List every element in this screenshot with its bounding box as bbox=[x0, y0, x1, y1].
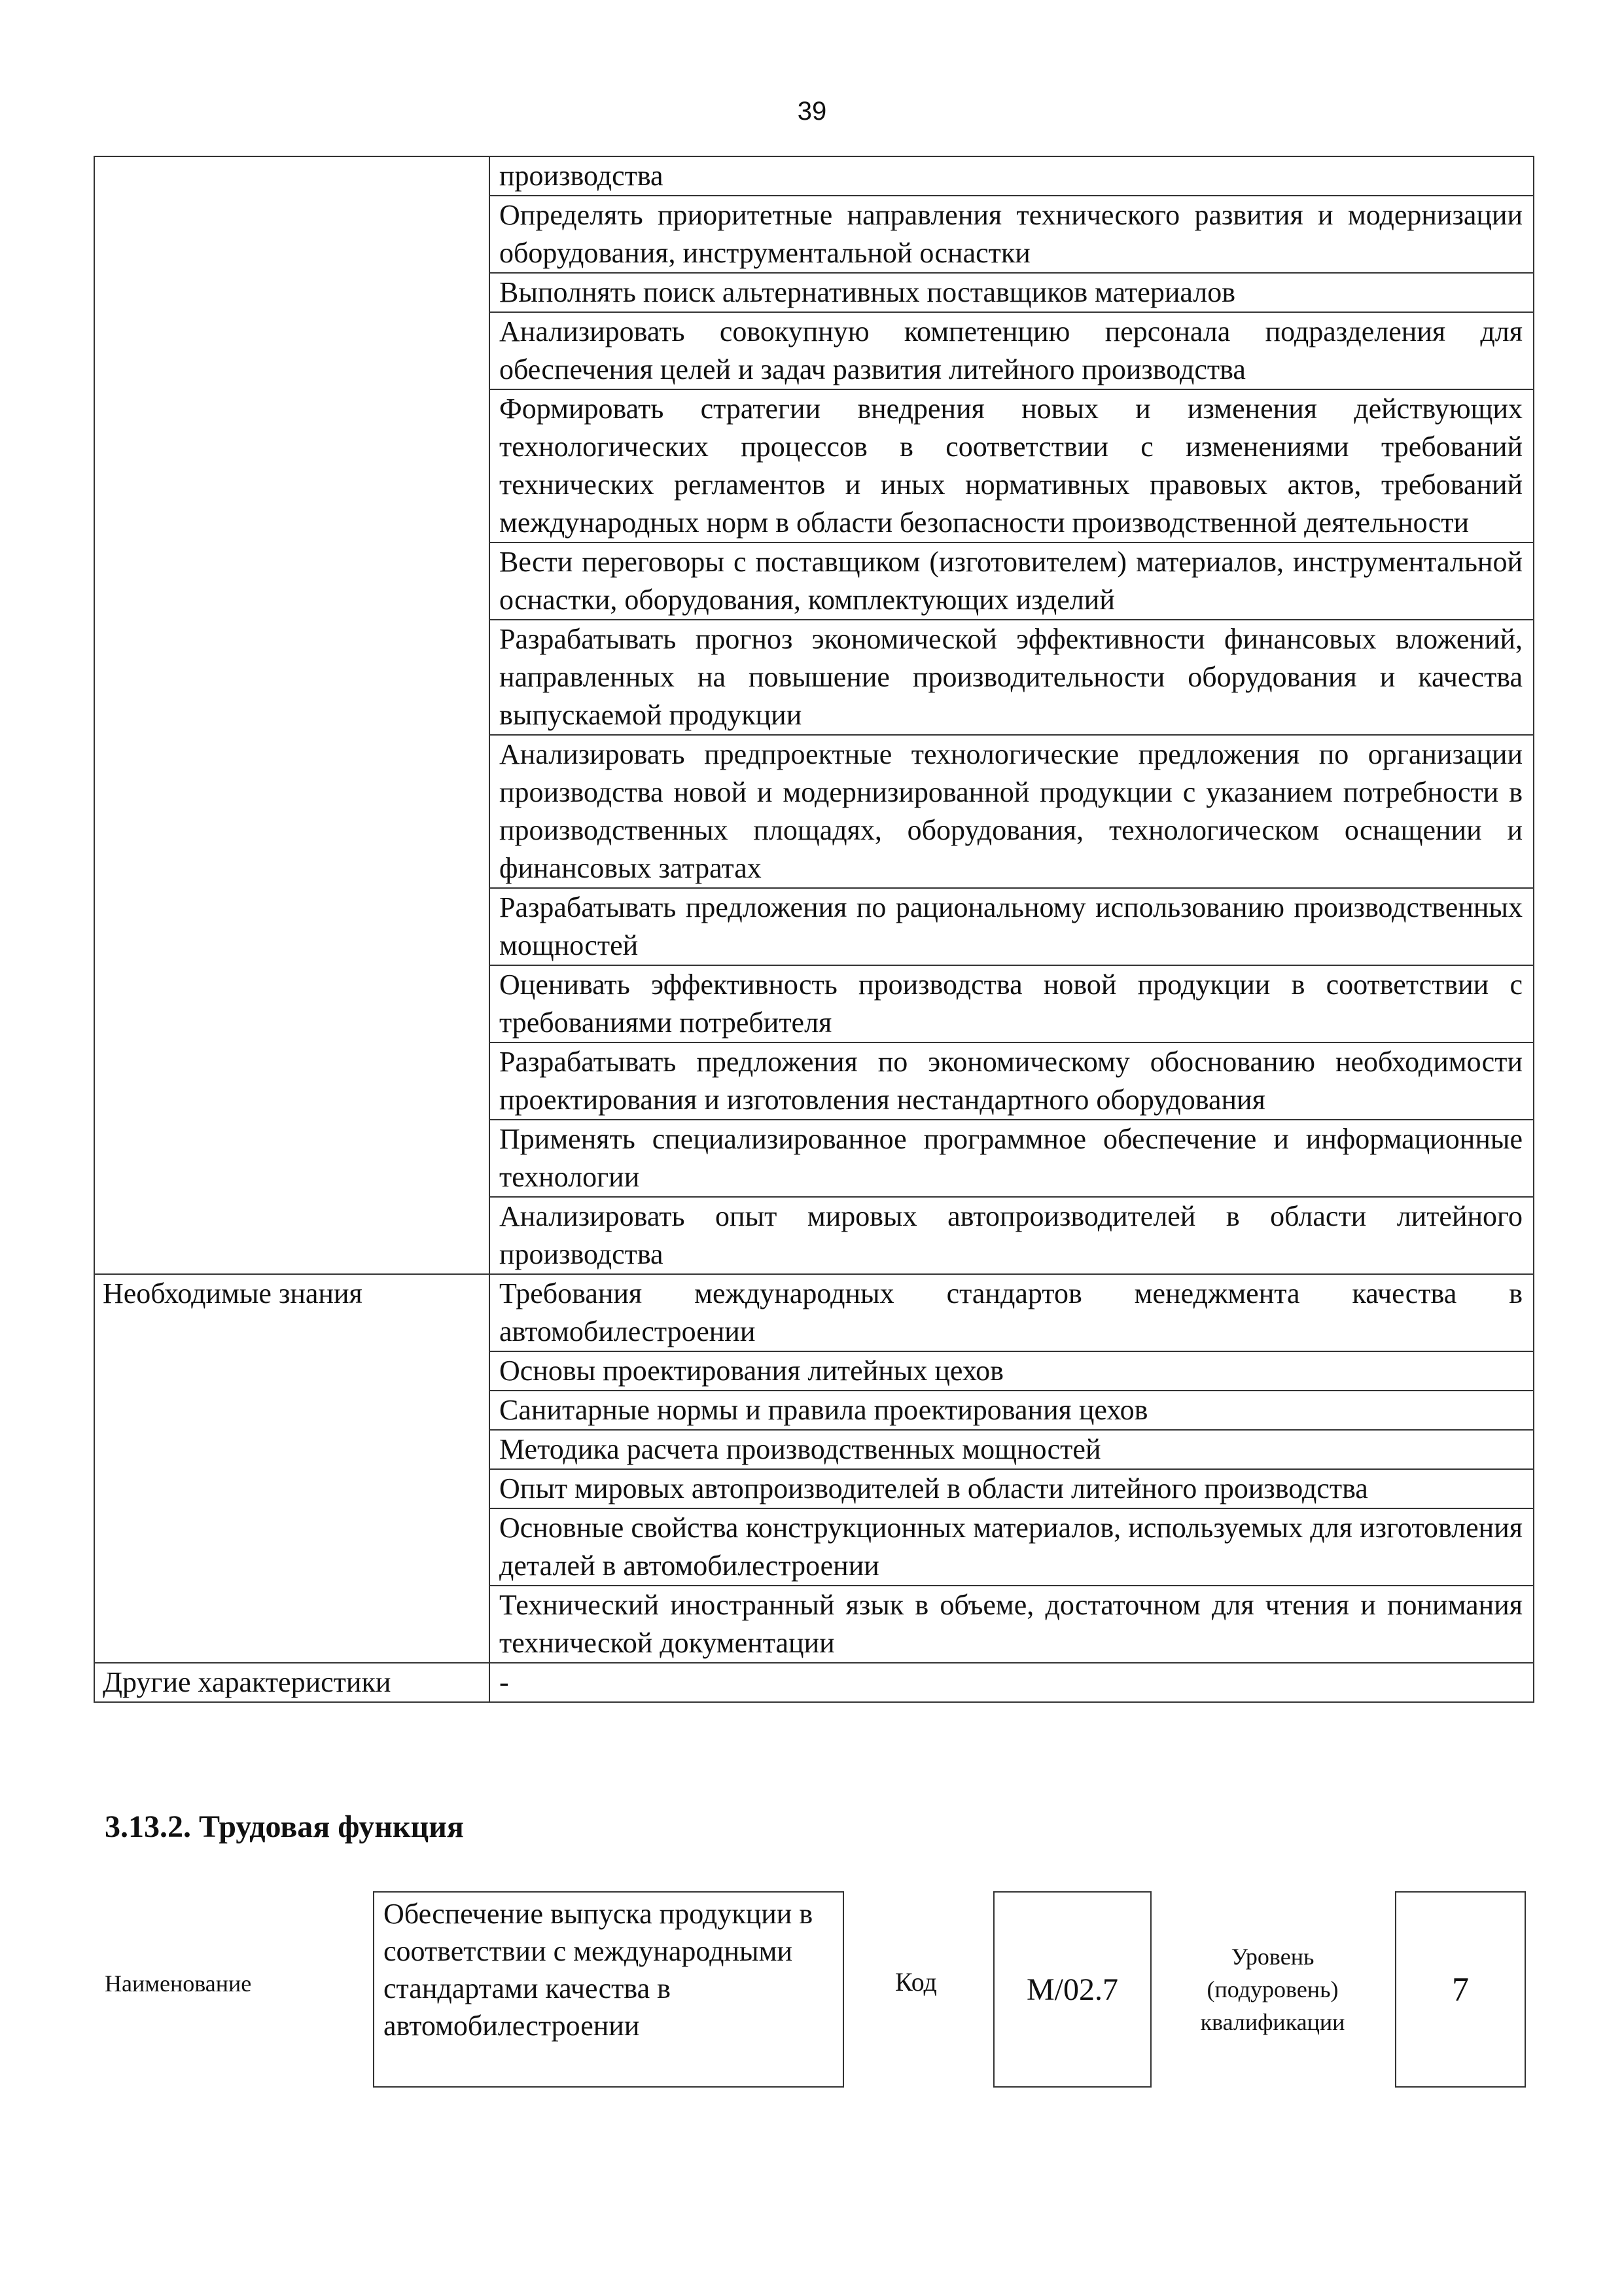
table-row bbox=[94, 156, 1534, 196]
row-content-cell: Санитарные нормы и правила проектирования цехов bbox=[489, 1391, 1534, 1430]
table-row bbox=[94, 1663, 1534, 1702]
level-label: Уровень (подуровень) квалификации bbox=[1200, 1944, 1345, 2035]
row-content-cell: производства bbox=[489, 156, 1534, 196]
row-content-cell: Разрабатывать прогноз экономической эффективности финансовых вложений, направленных на повышение производительности оборудования и качества выпускаемой продукции bbox=[489, 620, 1534, 735]
row-content-cell: Разрабатывать предложения по рациональному использованию производственных мощностей bbox=[489, 888, 1534, 965]
code-value: M/02.7 bbox=[1026, 1972, 1118, 2007]
row-category-cell bbox=[94, 156, 489, 1274]
row-content-cell: Определять приоритетные направления технического развития и модернизации оборудования, инструментальной оснастки bbox=[489, 196, 1534, 273]
row-content-cell: Анализировать предпроектные технологические предложения по организации производства новой и модернизированной продукции с указанием потребности в производственных площадях, оборудования, технологическом оснащении и финансовых затратах bbox=[489, 735, 1534, 888]
name-label: Наименование bbox=[105, 1970, 252, 1997]
row-content-cell: Разрабатывать предложения по экономическому обоснованию необходимости проектирования и изготовления нестандартного оборудования bbox=[489, 1042, 1534, 1120]
name-value: Обеспечение выпуска продукции в соответствии с международными стандартами качества в автомобилестроении bbox=[383, 1898, 813, 2042]
row-content-cell: Оценивать эффективность производства новой продукции в соответствии с требованиями потребителя bbox=[489, 965, 1534, 1042]
row-content-cell: Требования международных стандартов менеджмента качества в автомобилестроении bbox=[489, 1274, 1534, 1351]
code-label: Код bbox=[895, 1967, 937, 1997]
code-value-box bbox=[993, 1891, 1152, 2088]
requirements-table bbox=[94, 156, 1534, 1703]
row-content-cell: Выполнять поиск альтернативных поставщиков материалов bbox=[489, 273, 1534, 312]
row-content-cell: Опыт мировых автопроизводителей в области литейного производства bbox=[489, 1469, 1534, 1508]
row-category-cell: Другие характеристики bbox=[94, 1663, 489, 1702]
level-value-box bbox=[1395, 1891, 1526, 2088]
row-content-cell: Вести переговоры с поставщиком (изготовителем) материалов, инструментальной оснастки, оборудования, комплектующих изделий bbox=[489, 543, 1534, 620]
row-content-cell: Применять специализированное программное обеспечение и информационные технологии bbox=[489, 1120, 1534, 1197]
row-content-cell: Технический иностранный язык в объеме, достаточном для чтения и понимания технической документации bbox=[489, 1586, 1534, 1663]
section-heading: 3.13.2. Трудовая функция bbox=[105, 1809, 464, 1844]
row-content-cell: Анализировать совокупную компетенцию персонала подразделения для обеспечения целей и задач развития литейного производства bbox=[489, 312, 1534, 389]
page-number: 39 bbox=[797, 97, 827, 126]
row-content-cell: Основы проектирования литейных цехов bbox=[489, 1351, 1534, 1391]
level-value: 7 bbox=[1452, 1970, 1469, 2008]
row-category-cell: Необходимые знания bbox=[94, 1274, 489, 1663]
row-content-cell: Методика расчета производственных мощностей bbox=[489, 1430, 1534, 1469]
row-content-cell: Основные свойства конструкционных материалов, используемых для изготовления деталей в автомобилестроении bbox=[489, 1508, 1534, 1586]
row-content-cell: - bbox=[489, 1663, 1534, 1702]
row-content-cell: Анализировать опыт мировых автопроизводителей в области литейного производства bbox=[489, 1197, 1534, 1274]
row-content-cell: Формировать стратегии внедрения новых и изменения действующих технологических процессов в соответствии с изменениями требований технических регламентов и иных нормативных правовых актов, требований международных норм в области безопасности производственной деятельности bbox=[489, 389, 1534, 543]
name-value-box bbox=[373, 1891, 844, 2088]
table-row bbox=[94, 1274, 1534, 1351]
